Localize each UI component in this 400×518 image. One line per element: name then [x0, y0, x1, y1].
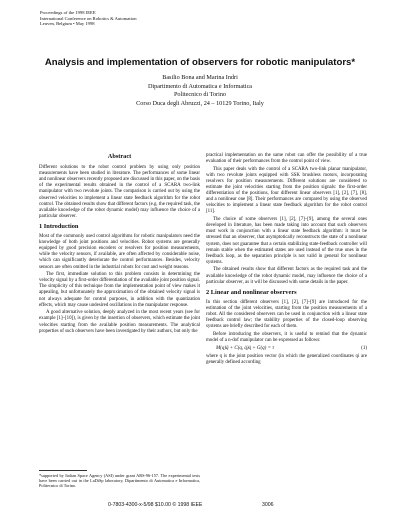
right-paragraph-1: practical implementation on the same robot can offer the possibility of a true evaluation of their performances from the control point of view.: [206, 153, 367, 165]
sec2-paragraph-1: In this section different observers [1], [2], [7]–[9] are introduced for the estimation of the joint velocities, starting from the position measurements of a robot. All the considered observers can be used in conjunction with a linear state feedback control law; the stability properties of the closed-loop observing systems are briefly described for each of them.: [206, 299, 367, 330]
author-institution: Politecnico di Torino: [173, 91, 227, 99]
author-names: Basilio Bona and Marina Indri: [162, 74, 238, 81]
sec2-paragraph-3: where q is the joint position vector (in which the generalized coordinates qi are generally defined according: [206, 354, 367, 366]
equation-number: (1): [361, 346, 367, 352]
sec2-paragraph-2: Before introducing the observers, it is useful to remind that the dynamic model of a n-dof manipulator can be expressed as follows:: [206, 331, 367, 343]
header-line-3: Leuven, Belgium • May 1998: [40, 21, 95, 27]
right-paragraph-4: The obtained results show that different factors as the required task and the available knowledge of the robot dynamic model, may influence the choice of a particular observer, as it will be discussed with some details in the paper.: [206, 267, 367, 285]
section-1-heading: 1 Introduction: [39, 222, 79, 230]
header-line-2: International Conference on Robotics & Automation: [40, 15, 137, 21]
intro-paragraph-1: Most of the commonly used control algorithms for robotic manipulators need the knowledge of both joint positions and velocities. Robot systems are generally equipped by good precision encoders or resolvers for position measurements, while the velocity sensors, if available, are often affected by considerable noise, which can significantly deteriorate the control performances. Besides, velocity sensors are often omitted in the industrial robots for cost and weight reasons.: [39, 234, 200, 270]
abstract-text: Different solutions to the robot control problem by using only position measurements have been studied in literature. The performances of some linear and nonlinear observers recently proposed are discussed in this paper, on the basis of the experimental results obtained in the control of a SCARA two-link manipulator with two revolute joints. The comparison is carried out by using the observed velocities to implement a linear state feedback algorithm for the robot control. The obtained results show that different factors (e.g. the required task, the available knowledge of the robot dynamic model) may influence the choice of a particular observer.: [39, 165, 200, 219]
author-department: Dipartimento di Automatica e Informatica: [147, 82, 253, 90]
abstract-heading: Abstract: [107, 153, 132, 160]
footer-page-number: 3006: [262, 502, 274, 508]
left-column: [39, 153, 200, 336]
equation-1: [216, 346, 367, 352]
footnote: [39, 470, 200, 488]
paper-title: Analysis and implementation of observers for robotic manipulators*: [44, 57, 356, 68]
footnote-text: *supported by Italian Space Agency (ASI) under grant ARS-96-157. The experimental tests have been carried out in the LaDiSp laboratory, Dipartimento di Automatica e Informatica, Politecnico di Torino.: [39, 472, 200, 488]
right-column: [206, 153, 367, 368]
author-block: [0, 74, 400, 108]
right-paragraph-3: The choice of some observers [1], [2], [7]–[9], among the several ones developed in literature, has been made taking into account that such observers must work in conjunction with a linear state feedback algorithm: it must be stressed that an observer, that asymptotically reconstructs the state of a nonlinear system, does not guarantee that a certain stabilizing state-feedback controller will remain stable when the estimated states are used instead of the true ones in the feedback loop, as the separation principle is not valid in general for nonlinear systems.: [206, 217, 367, 265]
proceedings-header: [40, 10, 137, 27]
section-2-heading: 2 Linear and nonlinear observers: [206, 288, 297, 296]
footer-isbn: 0-7803-4300-x-5/98 $10.00 © 1998 IEEE: [108, 502, 203, 508]
header-line-1: Proceedings of the 1998 IEEE: [40, 10, 96, 15]
intro-paragraph-2: The first, immediate solution to this problem consists in determining the velocity signal by a first-order differentiation of the available joint position signal. The simplicity of this technique from the implementation point of view makes it appealing, but unfortunately the approximation of the obtained velocity signal is not always adequate for control purposes, in addition with the quantization effects, which may cause undesired oscillations in the manipulator response.: [39, 272, 200, 308]
right-paragraph-2: This paper deals with the control of a SCARA two-link planar manipulator, with two revolute joints equipped with SSK brushless motors, incorporating resolvers for position measurements. Different solutions are considered to estimate the joint velocities starting from the position signals: the first-order differentiation of the positions, four different linear observers [1], [2], [7], [8], and a nonlinear one [8]. Their performances are compared by using the observed velocities to implement a linear state feedback algorithm for the robot control [11].: [206, 166, 367, 215]
intro-paragraph-3: A good alternative solution, deeply analyzed in the most recent years (see for example [1]–[10]), is given by the insertion of observers, which estimate the joint velocities starting from the available position measurements. The analytical properties of such observers have been investigated by their authors, but only the: [39, 310, 200, 334]
author-address: Corso Duca degli Abruzzi, 24 – 10129 Torino, Italy: [136, 99, 264, 107]
equation-body: M(q)q̈ + C(q, q̇)q̇ + G(q) = τ: [216, 346, 275, 352]
footnote-rule: [39, 470, 87, 471]
